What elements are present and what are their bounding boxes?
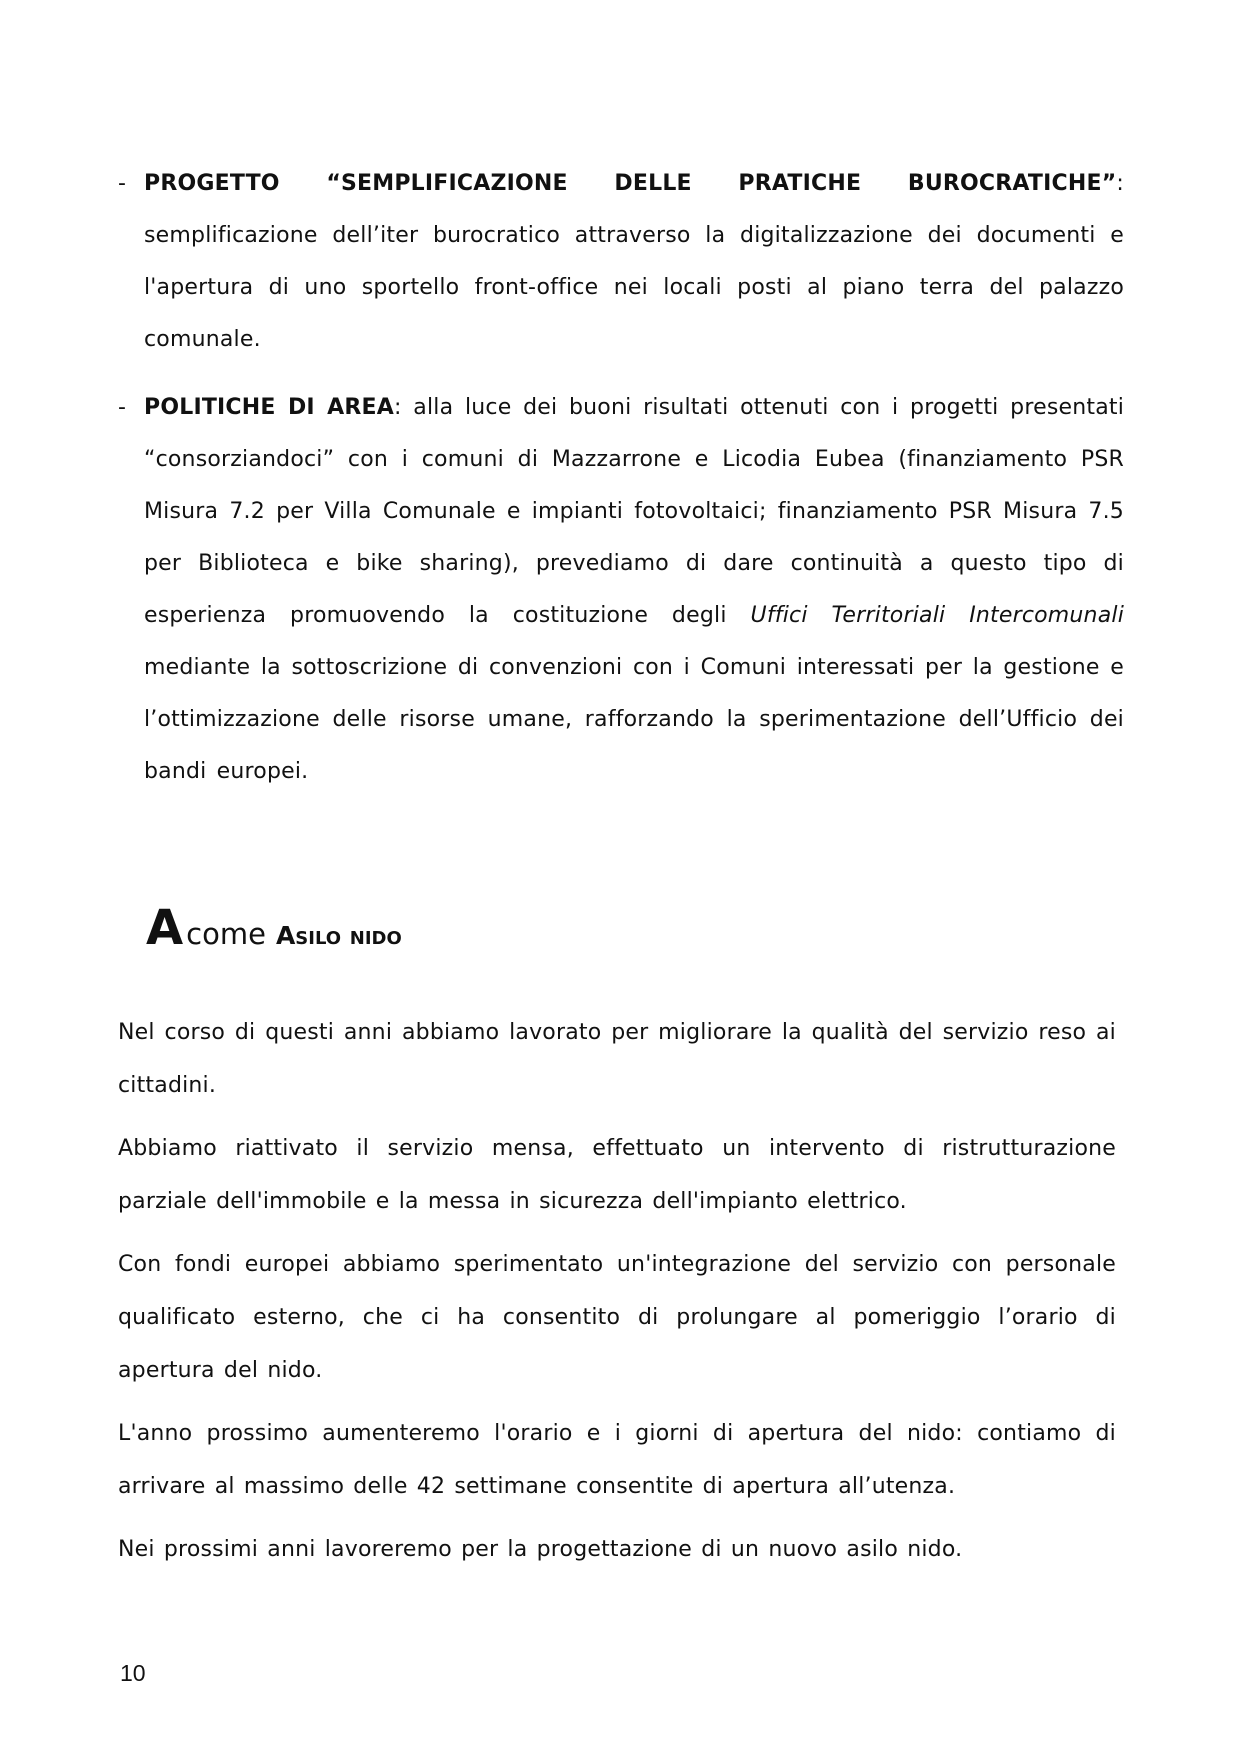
bullet-heading: PROGETTO “SEMPLIFICAZIONE DELLE PRATICHE BUROCRATICHE” [144, 171, 1117, 196]
bullet-heading: POLITICHE DI AREA [144, 395, 394, 420]
section-title-middle: come [186, 917, 266, 951]
bullet-dash: - [118, 395, 127, 420]
bullet-colon: : [1116, 171, 1124, 196]
paragraph: Con fondi europei abbiamo sperimentato un'integrazione del servizio con personale qualificato esterno, che ci ha consentito di prolungare al pomeriggio l’orario di apertura del nido. [118, 1252, 1116, 1383]
bullet-item-semplificazione [118, 158, 1124, 366]
paragraph: Nel corso di questi anni abbiamo lavorato per migliorare la qualità del servizio reso ai cittadini. [118, 1020, 1116, 1098]
bullet-italic-text: Uffici Territoriali Intercomunali [750, 603, 1125, 628]
bullet-list [118, 158, 1124, 798]
paragraph: Abbiamo riattivato il servizio mensa, effettuato un intervento di ristrutturazione parziale dell'immobile e la messa in sicurezza dell'impianto elettrico. [118, 1136, 1116, 1214]
bullet-item-politiche-di-area [118, 382, 1124, 798]
bullet-text: : alla luce dei buoni risultati ottenuti con i progetti presentati “consorziandoci” con i comuni di Mazzarrone e Licodia Eubea (finanziamento PSR Misura 7.2 per Villa Comunale e impianti fotovoltaici; finanziamento PSR Misura 7.5 per Biblioteca e bike sharing), prevediamo di dare continuità a questo tipo di esperienza promuovendo la costituzione degli [144, 395, 1125, 628]
paragraph: L'anno prossimo aumenteremo l'orario e i giorni di apertura del nido: contiamo di arrivare al massimo delle 42 settimane consentite di apertura all’utenza. [118, 1421, 1116, 1499]
page-number: 10 [120, 1660, 146, 1686]
section-title-end: Asilo nido [275, 921, 402, 950]
bullet-text: semplificazione dell’iter burocratico attraverso la digitalizzazione dei documenti e l'apertura di uno sportello front-office nei locali posti al piano terra del palazzo comunale. [144, 223, 1124, 352]
section-title [146, 900, 402, 964]
bullet-dash: - [118, 171, 127, 196]
section-title-initial: A [146, 900, 183, 956]
section-body [118, 1006, 1116, 1586]
bullet-text: mediante la sottoscrizione di convenzioni con i Comuni interessati per la gestione e l’ottimizzazione delle risorse umane, rafforzando la sperimentazione dell’Ufficio dei bandi europei. [144, 655, 1124, 784]
paragraph: Nei prossimi anni lavoreremo per la progettazione di un nuovo asilo nido. [118, 1537, 963, 1562]
